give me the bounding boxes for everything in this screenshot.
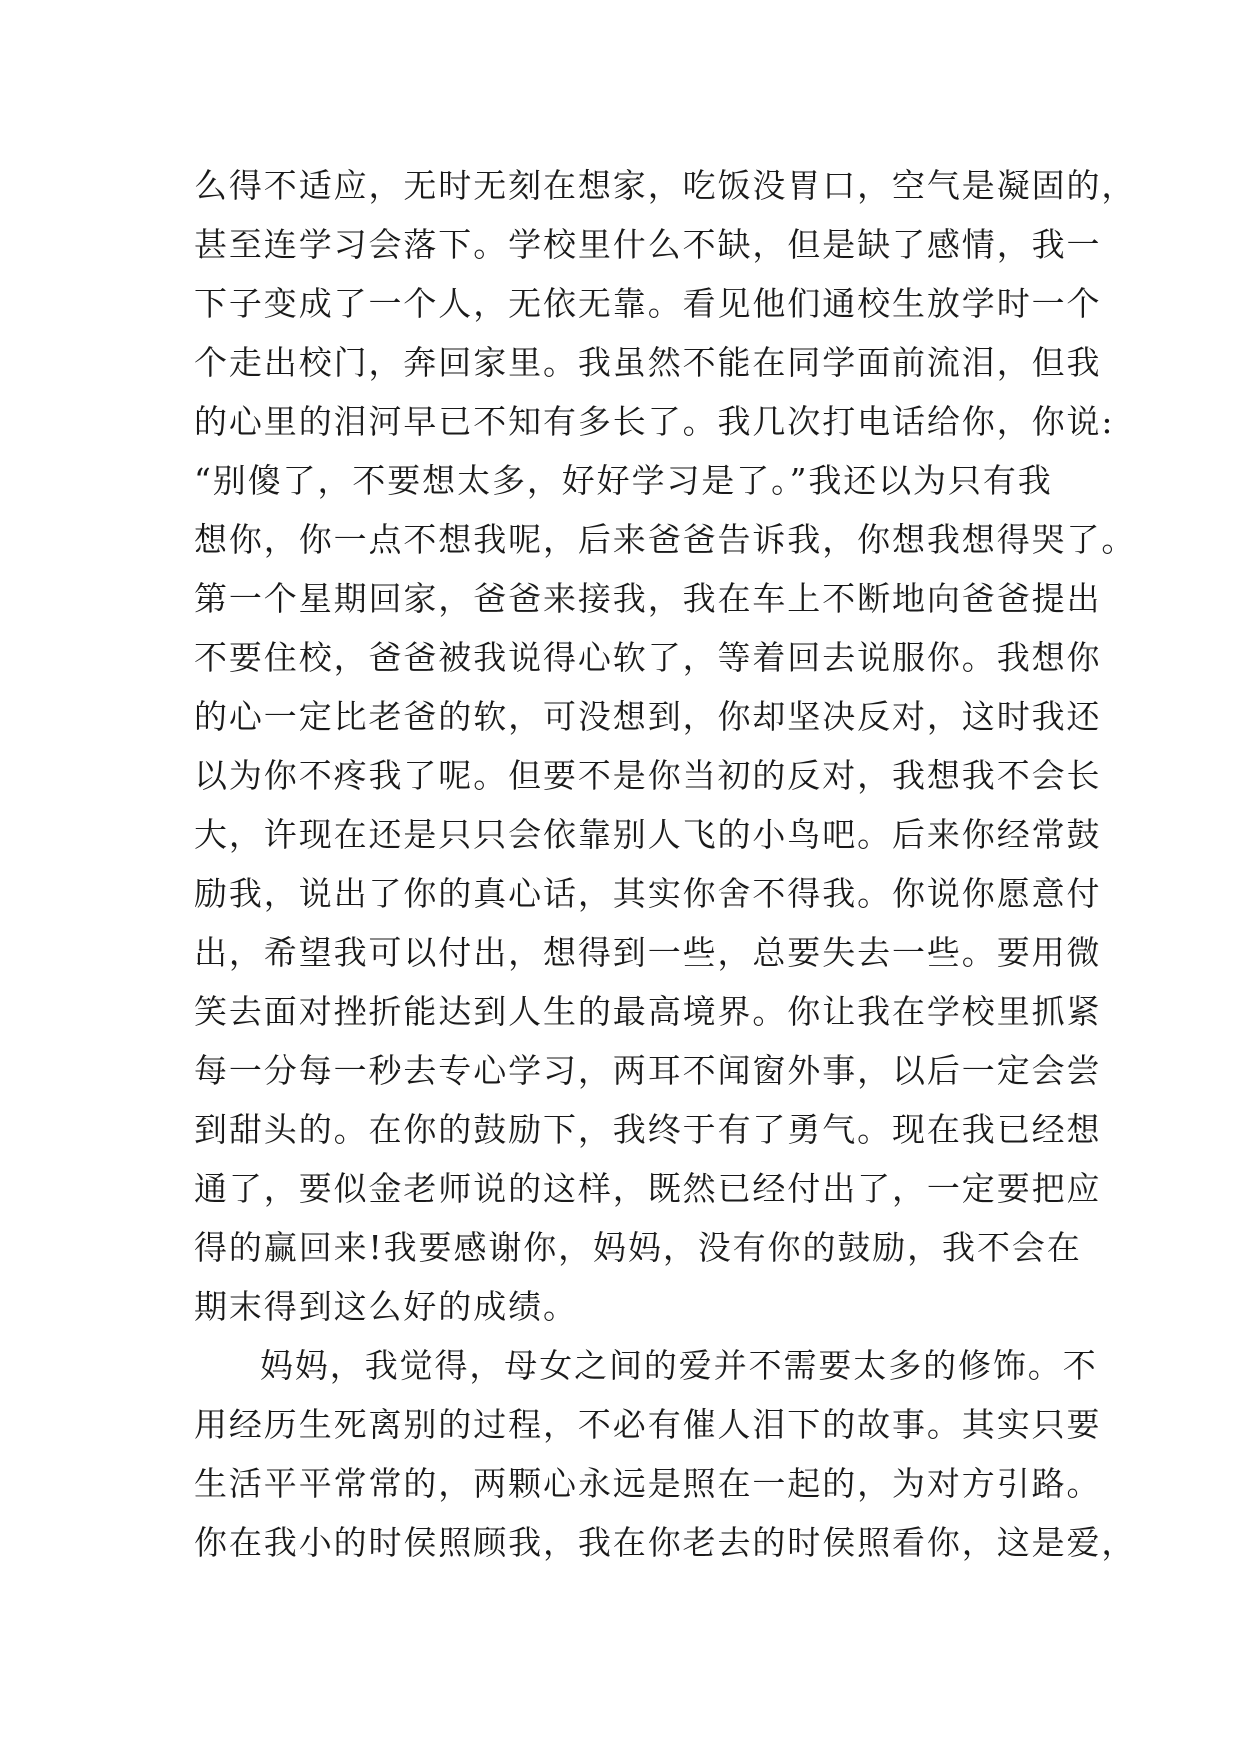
text-line: 以为你不疼我了呢。但要不是你当初的反对，我想我不会长 <box>194 756 1102 795</box>
text-line: 的心里的泪河早已不知有多长了。我几次打电话给你，你说: <box>194 402 1115 441</box>
text-line: 每一分每一秒去专心学习，两耳不闻窗外事，以后一定会尝 <box>194 1051 1102 1090</box>
text-line: 不要住校，爸爸被我说得心软了，等着回去说服你。我想你 <box>194 638 1102 677</box>
text-line: 第一个星期回家，爸爸来接我，我在车上不断地向爸爸提出 <box>194 579 1102 618</box>
text-line: 到甜头的。在你的鼓励下，我终于有了勇气。现在我已经想 <box>194 1110 1102 1149</box>
body-text <box>194 156 1137 1572</box>
paragraph-start-line: 妈妈，我觉得，母女之间的爱并不需要太多的修饰。不 <box>260 1346 1098 1385</box>
text-line: 下子变成了一个人，无依无靠。看见他们通校生放学时一个 <box>194 284 1102 323</box>
text-line: 甚至连学习会落下。学校里什么不缺，但是缺了感情，我一 <box>194 225 1102 264</box>
text-line: 笑去面对挫折能达到人生的最高境界。你让我在学校里抓紧 <box>194 992 1102 1031</box>
text-line: “别傻了，不要想太多，好好学习是了。”我还以为只有我 <box>194 461 1053 500</box>
text-line: 出，希望我可以付出，想得到一些，总要失去一些。要用微 <box>194 933 1102 972</box>
text-line: 你在我小的时侯照顾我，我在你老去的时侯照看你，这是爱， <box>194 1523 1137 1562</box>
text-line: 想你，你一点不想我呢，后来爸爸告诉我，你想我想得哭了。 <box>194 520 1137 559</box>
text-line: 生活平平常常的，两颗心永远是照在一起的，为对方引路。 <box>194 1464 1102 1503</box>
text-line: 期末得到这么好的成绩。 <box>194 1287 578 1326</box>
text-line: 个走出校门，奔回家里。我虽然不能在同学面前流泪，但我 <box>194 343 1102 382</box>
text-line: 么得不适应，无时无刻在想家，吃饭没胃口，空气是凝固的， <box>194 166 1137 205</box>
text-line: 通了，要似金老师说的这样，既然已经付出了，一定要把应 <box>194 1169 1102 1208</box>
text-line: 励我，说出了你的真心话，其实你舍不得我。你说你愿意付 <box>194 874 1102 913</box>
text-line: 得的赢回来!我要感谢你，妈妈，没有你的鼓励，我不会在 <box>194 1228 1082 1267</box>
text-line: 的心一定比老爸的软，可没想到，你却坚决反对，这时我还 <box>194 697 1102 736</box>
text-line: 大，许现在还是只只会依靠别人飞的小鸟吧。后来你经常鼓 <box>194 815 1102 854</box>
text-line: 用经历生死离别的过程，不必有催人泪下的故事。其实只要 <box>194 1405 1102 1444</box>
